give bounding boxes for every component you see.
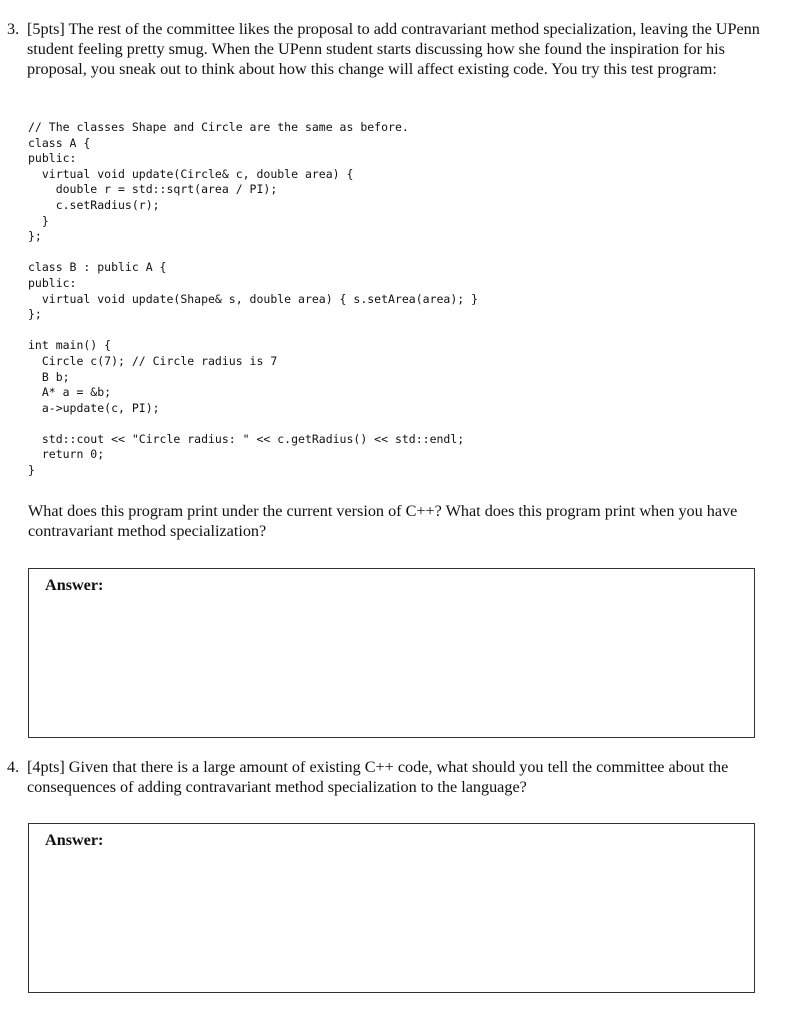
answer-box-question-4[interactable]: [28, 823, 755, 993]
question-4: [7, 757, 762, 797]
question-3-prompt: What does this program print under the current version of C++? What does this program print when you have contravariant method specialization?: [28, 502, 738, 540]
answer-label: Answer:: [45, 576, 104, 594]
answer-label: Answer:: [45, 831, 104, 849]
question-3-number: 3.: [7, 20, 20, 38]
question-4-text: [4pts] Given that there is a large amount of existing C++ code, what should you tell the committee about the consequences of adding contravariant method specialization to the language?: [27, 758, 729, 796]
question-3-text: [5pts] The rest of the committee likes the proposal to add contravariant method specialization, leaving the UPenn student feeling pretty smug. When the UPenn student starts discussing how she found the inspiration for his proposal, you sneak out to think about how this change will affect existing code. You try this test program:: [27, 20, 760, 78]
question-4-number: 4.: [7, 758, 20, 776]
test-program-code: // The classes Shape and Circle are the same as before. class A { public: virtual void update(Circle& c, double area) { double r = std::sqrt(area / PI); c.setRadius(r); } }; class B : public A { public: virtual void update(Shape& s, double area) { s.setArea(area); } }; int main() { Circle c(7); // Circle radius is 7 B b; A* a = &b; a->update(c, PI); std::cout << "Circle radius: " << c.getRadius() << std::endl; return 0; }: [28, 120, 479, 478]
answer-box-question-3[interactable]: [28, 568, 755, 738]
question-3: [7, 19, 762, 79]
